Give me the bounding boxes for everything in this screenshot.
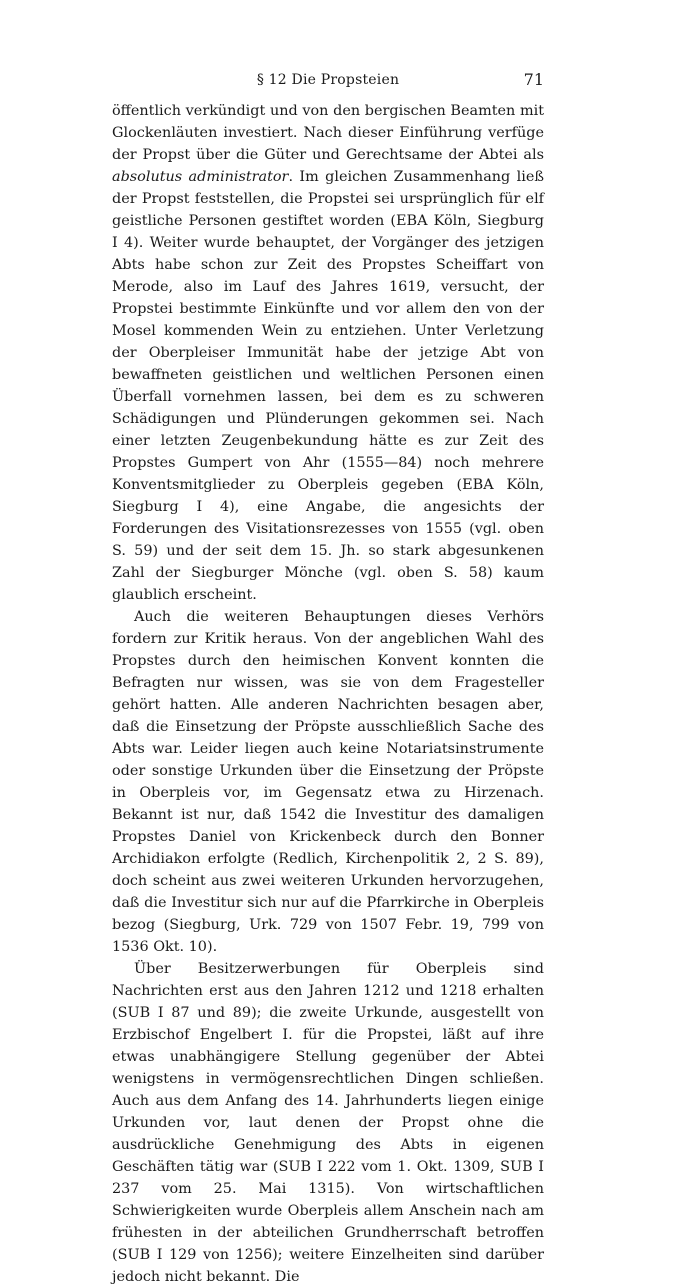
paragraph-1-text-b: . Im gleichen Zusammenhang ließ der Propst feststellen, die Propstei sei ursprünglich für elf geistliche Personen gestiftet worden (EBA Köln, Siegburg I 4). Weiter wurde behauptet, der Vorgänger des jetzigen Abts habe schon zur Zeit des Propstes Scheiffart von Merode, also im Lauf des Jahres 1619, versucht, der Propstei bestimmte Einkünfte und vor allem den von der Mosel kommenden Wein zu entziehen. Unter Verletzung der Oberpleiser Immunität habe der jetzige Abt von bewaffneten geistlichen und weltlichen Personen einen Überfall vornehmen lassen, bei dem es zu schweren Schädigungen und Plünderungen gekommen sei. Nach einer letzten Zeugenbekundung hätte es zur Zeit des Propstes Gumpert von Ahr (1555—84) noch mehrere Konventsmitglieder zu Oberpleis gegeben (EBA Köln, Siegburg I 4), eine Angabe, die angesichts der Forderungen des Visitationsrezesses von 1555 (vgl. oben S. 59) und der seit dem 15. Jh. so stark abgesunkenen Zahl der Siegburger Mönche (vgl. oben S. 58) kaum glaublich erscheint. [112,169,545,603]
page-number: 71 [523,70,544,89]
paragraph-2 [112,606,544,958]
paragraph-3-text: Über Besitzerwerbungen für Oberpleis sind Nachrichten erst aus den Jahren 1212 und 1218 erhalten (SUB I 87 und 89); die zweite Urkunde, ausgestellt von Erzbischof Engelbert I. für die Propstei, läßt auf ihre etwas unabhängigere Stellung gegenüber der Abtei wenigstens in vermögensrechtlichen Dingen schließen. Auch aus dem Anfang des 14. Jahrhunderts liegen einige Urkunden vor, laut denen der Propst ohne die ausdrückliche Genehmigung des Abts in eigenen Geschäften tätig war (SUB I 222 vom 1. Okt. 1309, SUB I 237 vom 25. Mai 1315). Von wirtschaftlichen Schwierigkeiten wurde Oberpleis allem Anschein nach am frühesten in der abteilichen Grundherrschaft betroffen (SUB I 129 von 1256); weitere Einzelheiten sind darüber jedoch nicht bekannt. Die [112,961,544,1285]
paragraph-1-text-a: öffentlich verkündigt und von den bergischen Beamten mit Glockenläuten investiert. Nach dieser Einführung verfüge der Propst über die Güter und Gerechtsame der Abtei als [112,103,544,163]
body-text [112,100,544,1288]
paragraph-1-italic-term: absolutus administrator [112,169,289,185]
paragraph-1 [112,100,544,606]
paragraph-2-text: Auch die weiteren Behauptungen dieses Verhörs fordern zur Kritik heraus. Von der angeblichen Wahl des Propstes durch den heimischen Konvent konnten die Befragten nur wissen, was sie von dem Fragesteller gehört hatten. Alle anderen Nachrichten besagen aber, daß die Einsetzung der Pröpste ausschließlich Sache des Abts war. Leider liegen auch keine Notariatsinstrumente oder sonstige Urkunden über die Einsetzung der Pröpste in Oberpleis vor, im Gegensatz etwa zu Hirzenach. Bekannt ist nur, daß 1542 die Investitur des damaligen Propstes Daniel von Krickenbeck durch den Bonner Archidiakon erfolgte (Redlich, Kirchenpolitik 2, 2 S. 89), doch scheint aus zwei weiteren Urkunden hervorzugehen, daß die Investitur sich nur auf die Pfarrkirche in Oberpleis bezog (Siegburg, Urk. 729 von 1507 Febr. 19, 799 von 1536 Okt. 10). [112,609,544,955]
running-title: § 12 Die Propsteien [256,72,400,88]
paragraph-3 [112,958,544,1288]
running-head [112,72,544,94]
